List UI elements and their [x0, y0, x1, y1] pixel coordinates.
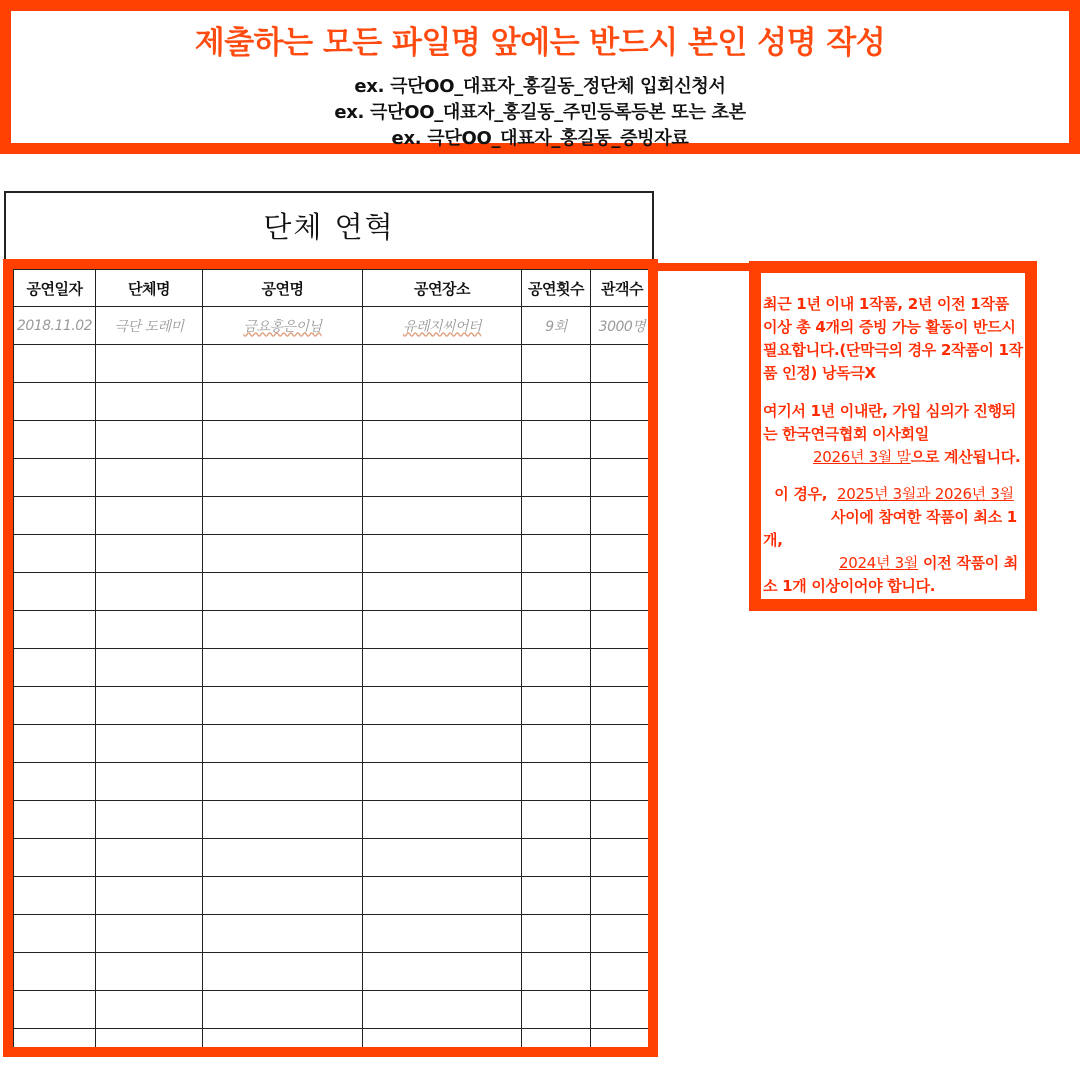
- group-cell[interactable]: [96, 421, 203, 459]
- date-cell[interactable]: [14, 801, 96, 839]
- notice-example-2: ex. 극단OO_대표자_홍길동_주민등록등본 또는 초본: [334, 102, 746, 123]
- audience-cell[interactable]: [591, 991, 654, 1029]
- venue-cell[interactable]: [363, 725, 522, 763]
- col-header-group: 단체명: [96, 270, 203, 307]
- file-naming-notice: [0, 0, 1080, 154]
- sample-venue-cell[interactable]: 유레지씨어터: [363, 307, 522, 345]
- group-cell[interactable]: [96, 877, 203, 915]
- group-cell[interactable]: [96, 725, 203, 763]
- audience-cell[interactable]: [591, 497, 654, 535]
- venue-cell[interactable]: [363, 459, 522, 497]
- title-cell[interactable]: [203, 915, 363, 953]
- group-cell[interactable]: [96, 383, 203, 421]
- callout-p3-tail: 이전 작품이 최소 1개 이상이어야 합니다.: [763, 554, 1019, 595]
- venue-cell[interactable]: [363, 649, 522, 687]
- group-cell[interactable]: [96, 687, 203, 725]
- sheet-title-box: [4, 191, 654, 259]
- title-cell[interactable]: [203, 801, 363, 839]
- date-cell[interactable]: [14, 573, 96, 611]
- count-cell[interactable]: [522, 1029, 591, 1058]
- audience-cell[interactable]: [591, 953, 654, 991]
- audience-cell[interactable]: [591, 611, 654, 649]
- venue-cell[interactable]: [363, 839, 522, 877]
- date-cell[interactable]: [14, 535, 96, 573]
- date-cell[interactable]: [14, 345, 96, 383]
- group-cell[interactable]: [96, 345, 203, 383]
- date-cell[interactable]: [14, 953, 96, 991]
- count-cell[interactable]: [522, 953, 591, 991]
- date-cell[interactable]: [14, 915, 96, 953]
- audience-cell[interactable]: [591, 421, 654, 459]
- count-cell[interactable]: [522, 725, 591, 763]
- audience-cell[interactable]: [591, 345, 654, 383]
- title-cell[interactable]: [203, 763, 363, 801]
- date-cell[interactable]: [14, 383, 96, 421]
- title-cell[interactable]: [203, 839, 363, 877]
- callout-paragraph-2: [763, 400, 1025, 469]
- group-cell[interactable]: [96, 915, 203, 953]
- venue-cell[interactable]: [363, 383, 522, 421]
- title-cell[interactable]: [203, 649, 363, 687]
- audience-cell[interactable]: [591, 535, 654, 573]
- venue-cell[interactable]: [363, 877, 522, 915]
- table-row: [14, 915, 654, 953]
- venue-cell[interactable]: [363, 1029, 522, 1058]
- sample-count-cell[interactable]: 9회: [522, 307, 591, 345]
- title-cell[interactable]: [203, 877, 363, 915]
- venue-cell[interactable]: [363, 345, 522, 383]
- group-cell[interactable]: [96, 991, 203, 1029]
- sample-group-cell[interactable]: 극단 도레미: [96, 307, 203, 345]
- sample-row: [14, 307, 654, 345]
- table-row: [14, 611, 654, 649]
- group-cell[interactable]: [96, 573, 203, 611]
- count-cell[interactable]: [522, 345, 591, 383]
- audience-cell[interactable]: [591, 839, 654, 877]
- callout-p3-middle: 사이에 참여한 작품이 최소 1개,: [763, 508, 1017, 549]
- table-row: [14, 345, 654, 383]
- title-cell[interactable]: [203, 687, 363, 725]
- requirement-callout: [749, 261, 1037, 611]
- date-cell[interactable]: [14, 725, 96, 763]
- table-row: [14, 991, 654, 1029]
- col-header-audience: 관객수: [591, 270, 654, 307]
- group-cell[interactable]: [96, 649, 203, 687]
- audience-cell[interactable]: [591, 459, 654, 497]
- col-header-venue: 공연장소: [363, 270, 522, 307]
- title-cell[interactable]: [203, 953, 363, 991]
- notice-title: 제출하는 모든 파일명 앞에는 반드시 본인 성명 작성: [194, 25, 886, 61]
- sample-date-cell[interactable]: 2018.11.02: [14, 307, 96, 345]
- count-cell[interactable]: [522, 839, 591, 877]
- callout-p2-text: 여기서 1년 이내란, 가입 심의가 진행되는 한국연극협회 이사회일: [763, 402, 1016, 443]
- audience-cell[interactable]: [591, 801, 654, 839]
- title-cell[interactable]: [203, 421, 363, 459]
- venue-cell[interactable]: [363, 801, 522, 839]
- col-header-title: 공연명: [203, 270, 363, 307]
- title-cell[interactable]: [203, 1029, 363, 1058]
- title-cell[interactable]: [203, 573, 363, 611]
- group-cell[interactable]: [96, 497, 203, 535]
- col-header-date: 공연일자: [14, 270, 96, 307]
- audience-cell[interactable]: [591, 763, 654, 801]
- date-cell[interactable]: [14, 839, 96, 877]
- group-cell[interactable]: [96, 839, 203, 877]
- callout-p3-range: 2025년 3월과 2026년 3월: [836, 485, 1014, 503]
- count-cell[interactable]: [522, 459, 591, 497]
- table-row: [14, 687, 654, 725]
- title-cell[interactable]: [203, 345, 363, 383]
- venue-cell[interactable]: [363, 421, 522, 459]
- count-cell[interactable]: [522, 649, 591, 687]
- venue-cell[interactable]: [363, 497, 522, 535]
- count-cell[interactable]: [522, 421, 591, 459]
- audience-cell[interactable]: [591, 383, 654, 421]
- count-cell[interactable]: [522, 611, 591, 649]
- count-cell[interactable]: [522, 763, 591, 801]
- count-cell[interactable]: [522, 573, 591, 611]
- count-cell[interactable]: [522, 877, 591, 915]
- table-row: [14, 763, 654, 801]
- group-cell[interactable]: [96, 459, 203, 497]
- venue-cell[interactable]: [363, 535, 522, 573]
- table-row: [14, 649, 654, 687]
- callout-p2-date: 2026년 3월 말: [813, 448, 911, 466]
- date-cell[interactable]: [14, 1029, 96, 1058]
- sheet-title: 단체 연혁: [263, 210, 395, 244]
- table-row: [14, 383, 654, 421]
- date-cell[interactable]: [14, 649, 96, 687]
- count-cell[interactable]: [522, 497, 591, 535]
- title-cell[interactable]: [203, 459, 363, 497]
- col-header-count: 공연횟수: [522, 270, 591, 307]
- history-table: [13, 269, 654, 1057]
- group-cell[interactable]: [96, 953, 203, 991]
- callout-paragraph-1: 최근 1년 이내 1작품, 2년 이전 1작품 이상 총 4개의 증빙 가능 활동이 반드시 필요합니다.(단막극의 경우 2작품이 1작품 인정) 낭독극X: [763, 295, 1023, 382]
- title-cell[interactable]: [203, 383, 363, 421]
- count-cell[interactable]: [522, 383, 591, 421]
- title-cell[interactable]: [203, 497, 363, 535]
- group-cell[interactable]: [96, 611, 203, 649]
- date-cell[interactable]: [14, 421, 96, 459]
- venue-cell[interactable]: [363, 611, 522, 649]
- table-row: [14, 953, 654, 991]
- count-cell[interactable]: [522, 915, 591, 953]
- table-row: [14, 535, 654, 573]
- date-cell[interactable]: [14, 687, 96, 725]
- callout-p3-lead: 이 경우,: [774, 485, 828, 503]
- callout-p2-tail: 으로 계산됩니다.: [910, 448, 1021, 466]
- callout-connector: [657, 263, 753, 271]
- sample-title-cell[interactable]: 금요홍은이님: [203, 307, 363, 345]
- audience-cell[interactable]: [591, 877, 654, 915]
- table-row: [14, 801, 654, 839]
- venue-cell[interactable]: [363, 915, 522, 953]
- table-row: [14, 497, 654, 535]
- count-cell[interactable]: [522, 801, 591, 839]
- date-cell[interactable]: [14, 497, 96, 535]
- venue-cell[interactable]: [363, 687, 522, 725]
- callout-paragraph-3: [763, 483, 1025, 598]
- count-cell[interactable]: [522, 991, 591, 1029]
- audience-cell[interactable]: [591, 649, 654, 687]
- venue-cell[interactable]: [363, 763, 522, 801]
- group-cell[interactable]: [96, 801, 203, 839]
- audience-cell[interactable]: [591, 687, 654, 725]
- venue-cell[interactable]: [363, 953, 522, 991]
- notice-example-1: ex. 극단OO_대표자_홍길동_정단체 입회신청서: [354, 76, 726, 97]
- notice-example-3: ex. 극단OO_대표자_홍길동_증빙자료: [391, 128, 689, 149]
- group-cell[interactable]: [96, 763, 203, 801]
- callout-p3-date: 2024년 3월: [839, 554, 919, 572]
- count-cell[interactable]: [522, 687, 591, 725]
- venue-cell[interactable]: [363, 573, 522, 611]
- audience-cell[interactable]: [591, 573, 654, 611]
- title-cell[interactable]: [203, 725, 363, 763]
- group-cell[interactable]: [96, 535, 203, 573]
- title-cell[interactable]: [203, 535, 363, 573]
- table-row: [14, 1029, 654, 1058]
- table-header-row: [14, 270, 654, 307]
- table-row: [14, 839, 654, 877]
- date-cell[interactable]: [14, 991, 96, 1029]
- title-cell[interactable]: [203, 611, 363, 649]
- table-row: [14, 725, 654, 763]
- table-row: [14, 877, 654, 915]
- date-cell[interactable]: [14, 611, 96, 649]
- count-cell[interactable]: [522, 535, 591, 573]
- venue-cell[interactable]: [363, 991, 522, 1029]
- date-cell[interactable]: [14, 459, 96, 497]
- table-row: [14, 459, 654, 497]
- group-cell[interactable]: [96, 1029, 203, 1058]
- sample-audience-cell[interactable]: 3000명: [591, 307, 654, 345]
- table-row: [14, 421, 654, 459]
- audience-cell[interactable]: [591, 725, 654, 763]
- audience-cell[interactable]: [591, 1029, 654, 1058]
- date-cell[interactable]: [14, 877, 96, 915]
- date-cell[interactable]: [14, 763, 96, 801]
- audience-cell[interactable]: [591, 915, 654, 953]
- history-table-frame: [3, 259, 658, 1057]
- table-row: [14, 573, 654, 611]
- title-cell[interactable]: [203, 991, 363, 1029]
